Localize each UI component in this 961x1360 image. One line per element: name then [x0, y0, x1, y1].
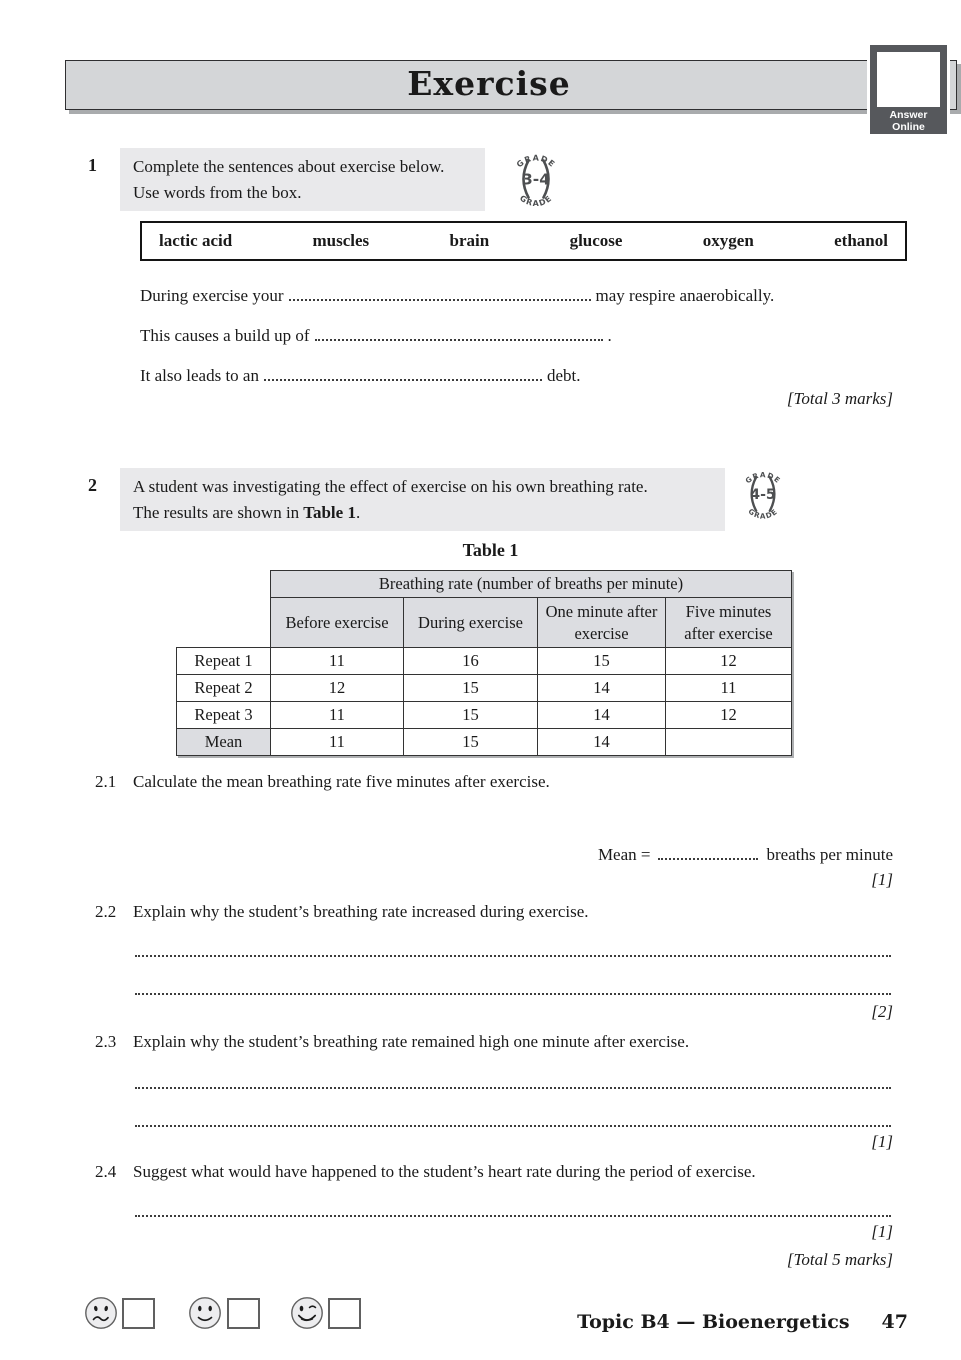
page-footer	[577, 1311, 908, 1333]
table-row	[177, 648, 792, 675]
table-header-cell: Five minutes after exercise	[666, 598, 792, 648]
question-1-prompt: Complete the sentences about exercise below. Use words from the box.	[120, 148, 485, 211]
svg-text:3-4: 3-4	[521, 170, 551, 189]
table-cell: 11	[271, 648, 404, 675]
table-cell: 12	[666, 648, 792, 675]
subquestion-number: 2.2	[95, 902, 117, 921]
word-option: muscles	[312, 231, 370, 250]
table-cell: 12	[666, 702, 792, 729]
page-title: Exercise	[407, 64, 571, 103]
rating-checkbox-sad[interactable]	[122, 1298, 155, 1329]
footer-topic: Topic B4 — Bioenergetics	[577, 1311, 850, 1333]
table-cell: 16	[404, 648, 538, 675]
table-cell	[666, 729, 792, 756]
word-option: lactic acid	[159, 231, 233, 250]
answer-blank[interactable]	[264, 366, 542, 381]
table-span-header: Breathing rate (number of breaths per minute)	[271, 571, 792, 598]
subquestion-text: Calculate the mean breathing rate five minutes after exercise.	[133, 772, 550, 791]
question-1-number: 1	[88, 155, 97, 175]
table-corner-cell	[177, 571, 271, 598]
marks-label: [1]	[871, 870, 893, 889]
fill-in-sentence: It also leads to an debt.	[140, 366, 581, 385]
mean-answer-line: Mean = breaths per minute	[597, 845, 893, 864]
fill-in-sentence: During exercise your may respire anaerobically.	[140, 286, 775, 305]
results-table	[176, 570, 792, 756]
fill-in-sentence: This causes a build up of .	[140, 326, 612, 345]
row-label-cell: Repeat 2	[177, 675, 271, 702]
total-marks: [Total 3 marks]	[786, 389, 893, 408]
word-option: oxygen	[702, 231, 754, 250]
table-cell: 15	[538, 648, 666, 675]
row-label-cell: Mean	[177, 729, 271, 756]
table-cell: 12	[271, 675, 404, 702]
table-cell: 15	[404, 729, 538, 756]
table-row	[177, 729, 792, 756]
grade-badge-icon	[503, 146, 569, 212]
rating-checkbox-neutral[interactable]	[227, 1298, 260, 1329]
table-cell: 14	[538, 729, 666, 756]
answer-line[interactable]	[135, 1105, 891, 1127]
table-cell: 11	[271, 729, 404, 756]
grade-badge-icon	[733, 464, 793, 524]
word-option: glucose	[569, 231, 623, 250]
answer-online-label: Answer Online	[889, 109, 928, 133]
neutral-face-icon	[188, 1296, 222, 1330]
total-marks: [Total 5 marks]	[786, 1250, 893, 1269]
answer-line[interactable]	[135, 973, 891, 995]
answer-blank[interactable]	[315, 326, 603, 341]
table-cell: 15	[404, 675, 538, 702]
subquestion-number: 2.4	[95, 1162, 117, 1181]
answer-online-badge[interactable]	[867, 42, 950, 137]
answer-line[interactable]	[135, 1195, 891, 1217]
marks-label: [1]	[871, 1132, 893, 1151]
subquestion-number: 2.3	[95, 1032, 117, 1051]
table-reference: Table 1	[303, 502, 356, 522]
svg-text:GRADE: GRADE	[746, 506, 780, 521]
table-title: Table 1	[462, 540, 519, 560]
marks-label: [1]	[871, 1222, 893, 1241]
table-header-cell: Before exercise	[271, 598, 404, 648]
word-bank-box	[140, 221, 907, 261]
happy-face-icon	[290, 1296, 324, 1330]
subquestion-text: Suggest what would have happened to the student’s heart rate during the period of exercise.	[133, 1162, 756, 1181]
word-option: brain	[449, 231, 490, 250]
table-cell: 11	[666, 675, 792, 702]
row-label-cell: Repeat 1	[177, 648, 271, 675]
sad-face-icon	[84, 1296, 118, 1330]
table-header-cell: One minute after exercise	[538, 598, 666, 648]
answer-blank[interactable]	[658, 845, 758, 860]
marks-label: [2]	[871, 1002, 893, 1021]
table-row	[177, 702, 792, 729]
page-header	[65, 60, 957, 110]
answer-line[interactable]	[135, 1067, 891, 1089]
table-header-cell: During exercise	[404, 598, 538, 648]
svg-text:GRADE: GRADE	[517, 193, 555, 209]
subquestion-text: Explain why the student’s breathing rate increased during exercise.	[133, 902, 589, 921]
answer-line[interactable]	[135, 935, 891, 957]
svg-text:GRADE: GRADE	[743, 470, 783, 486]
table-cell: 14	[538, 675, 666, 702]
table-cell: 15	[404, 702, 538, 729]
rating-checkbox-happy[interactable]	[328, 1298, 361, 1329]
word-option: ethanol	[834, 231, 888, 250]
question-2-prompt: A student was investigating the effect of exercise on his own breathing rate. The results are shown in Table 1.	[120, 468, 725, 531]
qr-code-placeholder	[877, 52, 940, 107]
row-label-cell: Repeat 3	[177, 702, 271, 729]
table-corner-cell	[177, 598, 271, 648]
svg-text:4-5: 4-5	[750, 487, 776, 503]
answer-blank[interactable]	[289, 286, 591, 301]
table-cell: 14	[538, 702, 666, 729]
subquestion-text: Explain why the student’s breathing rate remained high one minute after exercise.	[133, 1032, 690, 1051]
subquestion-number: 2.1	[95, 772, 117, 791]
footer-page-number: 47	[881, 1311, 908, 1333]
table-cell: 11	[271, 702, 404, 729]
question-2-number: 2	[88, 475, 97, 495]
table-row	[177, 675, 792, 702]
svg-text:GRADE: GRADE	[514, 153, 558, 170]
